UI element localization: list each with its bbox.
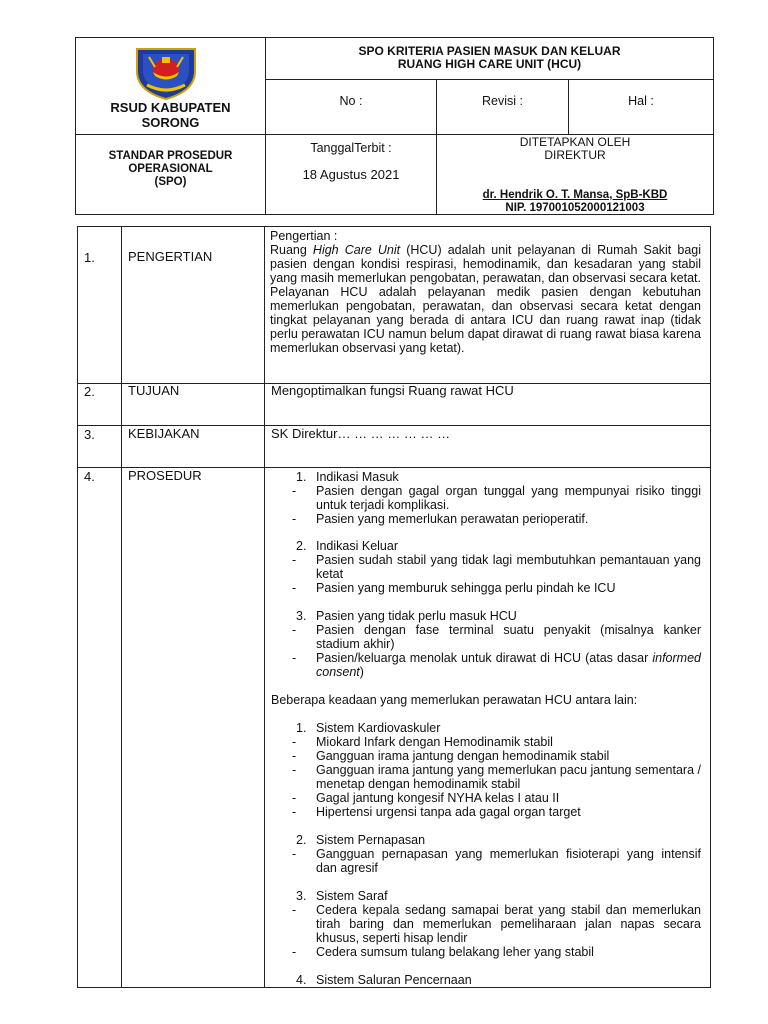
list-item: Indikasi Keluar bbox=[316, 539, 398, 553]
section-title-tujuan: TUJUAN bbox=[128, 383, 180, 398]
list-item: Sistem Saluran Pencernaan bbox=[316, 973, 472, 987]
list-item: Sistem Pernapasan bbox=[316, 833, 426, 847]
purpose-text: Mengoptimalkan fungsi Ruang rawat HCU bbox=[271, 383, 514, 398]
bullet-dash: - bbox=[292, 763, 297, 777]
definition-heading: Pengertian : bbox=[270, 229, 338, 243]
bullet-dash: - bbox=[292, 512, 297, 526]
policy-text: SK Direktur… … … … … … … bbox=[271, 426, 451, 441]
row-number: 4. bbox=[84, 469, 95, 484]
bullet-dash: - bbox=[292, 581, 297, 595]
section-title-pengertian: PENGERTIAN bbox=[128, 249, 213, 264]
bullet-dash: - bbox=[292, 791, 297, 805]
conditions-intro: Beberapa keadaan yang memerlukan perawatan HCU antara lain: bbox=[271, 693, 638, 707]
list-item: Gangguan pernapasan yang memerlukan fisioterapi yang intensif dan agresif bbox=[316, 847, 701, 875]
list-number: 2. bbox=[296, 539, 307, 553]
document-number-label: No : bbox=[339, 94, 363, 108]
bullet-dash: - bbox=[292, 651, 297, 665]
row-number: 1. bbox=[84, 250, 95, 265]
director-nip: NIP. 197001052000121003 bbox=[505, 202, 645, 214]
list-number: 3. bbox=[296, 889, 307, 903]
list-item: Indikasi Masuk bbox=[316, 470, 399, 484]
list-item: Pasien yang tidak perlu masuk HCU bbox=[316, 609, 517, 623]
definition-paragraph: Ruang High Care Unit (HCU) adalah unit pelayanan di Rumah Sakit bagi pasien dengan kondisi respirasi, hemodinamik, dan kesadaran yang stabil yang masih memerlukan pengobatan, perawatan, dan observasi secara ketat. Pelayanan HCU adalah pelayanan medik pasien dengan kebutuhan memerlukan pengobatan, perawatan, dan observasi secara ketat dengan tingkat pelayanan yang berada di antara ICU dan ruang rawat inap (tidak perlu perawatan ICU namun belum dapat dirawat di ruang rawat biasa karena memerlukan observasi yang ketat). bbox=[270, 243, 701, 355]
list-item: Gangguan irama jantung dengan hemodinamik stabil bbox=[316, 749, 610, 763]
bullet-dash: - bbox=[292, 945, 297, 959]
list-item: Gangguan irama jantung yang memerlukan pacu jantung sementara / menetap dengan hemodinamik stabil bbox=[316, 763, 701, 791]
regency-emblem-icon bbox=[133, 45, 199, 101]
list-item: Cedera kepala sedang samapai berat yang stabil dan memerlukan tirah baring dan memerlukan pemeliharaan jalan napas secara khusus, seperti hisap lendir bbox=[316, 903, 701, 945]
row-number: 2. bbox=[84, 384, 95, 399]
list-item: Pasien dengan gagal organ tunggal yang mempunyai risiko tinggi untuk terjadi komplikasi. bbox=[316, 484, 701, 512]
list-item: Miokard Infark dengan Hemodinamik stabil bbox=[316, 735, 553, 749]
row-number: 3. bbox=[84, 427, 95, 442]
hospital-name-line1: RSUD KABUPATEN bbox=[110, 100, 231, 115]
approval-label-line1: DITETAPKAN OLEH bbox=[519, 135, 631, 149]
section-title-kebijakan: KEBIJAKAN bbox=[128, 426, 200, 441]
spo-label-line1: STANDAR PROSEDUR bbox=[108, 150, 233, 162]
bullet-dash: - bbox=[292, 553, 297, 567]
approval-label-line2: DIREKTUR bbox=[544, 148, 606, 162]
director-name: dr. Hendrik O. T. Mansa, SpB-KBD bbox=[482, 189, 668, 201]
list-item: Pasien yang memerlukan perawatan perioperatif. bbox=[316, 512, 589, 526]
bullet-dash: - bbox=[292, 484, 297, 498]
list-number: 1. bbox=[296, 470, 307, 484]
bullet-dash: - bbox=[292, 749, 297, 763]
list-number: 3. bbox=[296, 609, 307, 623]
list-item: Cedera sumsum tulang belakang leher yang stabil bbox=[316, 945, 594, 959]
bullet-dash: - bbox=[292, 903, 297, 917]
list-item: Pasien yang memburuk sehingga perlu pindah ke ICU bbox=[316, 581, 616, 595]
bullet-dash: - bbox=[292, 847, 297, 861]
issue-date-value: 18 Agustus 2021 bbox=[302, 167, 400, 182]
list-number: 4. bbox=[296, 973, 307, 987]
hospital-name-line2: SORONG bbox=[141, 115, 200, 130]
bullet-dash: - bbox=[292, 623, 297, 637]
list-item: Hipertensi urgensi tanpa ada gagal organ target bbox=[316, 805, 581, 819]
bullet-dash: - bbox=[292, 805, 297, 819]
spo-label-line2: OPERASIONAL bbox=[128, 163, 213, 175]
list-item: Sistem Kardiovaskuler bbox=[316, 721, 441, 735]
list-number: 1. bbox=[296, 721, 307, 735]
document-title-line1: SPO KRITERIA PASIEN MASUK DAN KELUAR bbox=[358, 44, 621, 58]
revision-label: Revisi : bbox=[482, 94, 523, 108]
list-item: Pasien dengan fase terminal suatu penyakit (misalnya kanker stadium akhir) bbox=[316, 623, 701, 651]
list-number: 2. bbox=[296, 833, 307, 847]
list-item: Pasien/keluarga menolak untuk dirawat di HCU (atas dasar informed consent) bbox=[316, 651, 701, 679]
document-title-line2: RUANG HIGH CARE UNIT (HCU) bbox=[397, 57, 582, 71]
spo-label-line3: (SPO) bbox=[154, 176, 187, 188]
section-title-prosedur: PROSEDUR bbox=[128, 468, 202, 483]
list-item: Gagal jantung kongesif NYHA kelas I atau II bbox=[316, 791, 560, 805]
bullet-dash: - bbox=[292, 735, 297, 749]
issue-date-label: TanggalTerbit : bbox=[310, 141, 392, 155]
page-label: Hal : bbox=[628, 94, 654, 108]
list-item: Pasien sudah stabil yang tidak lagi membutuhkan pemantauan yang ketat bbox=[316, 553, 701, 581]
list-item: Sistem Saraf bbox=[316, 889, 388, 903]
